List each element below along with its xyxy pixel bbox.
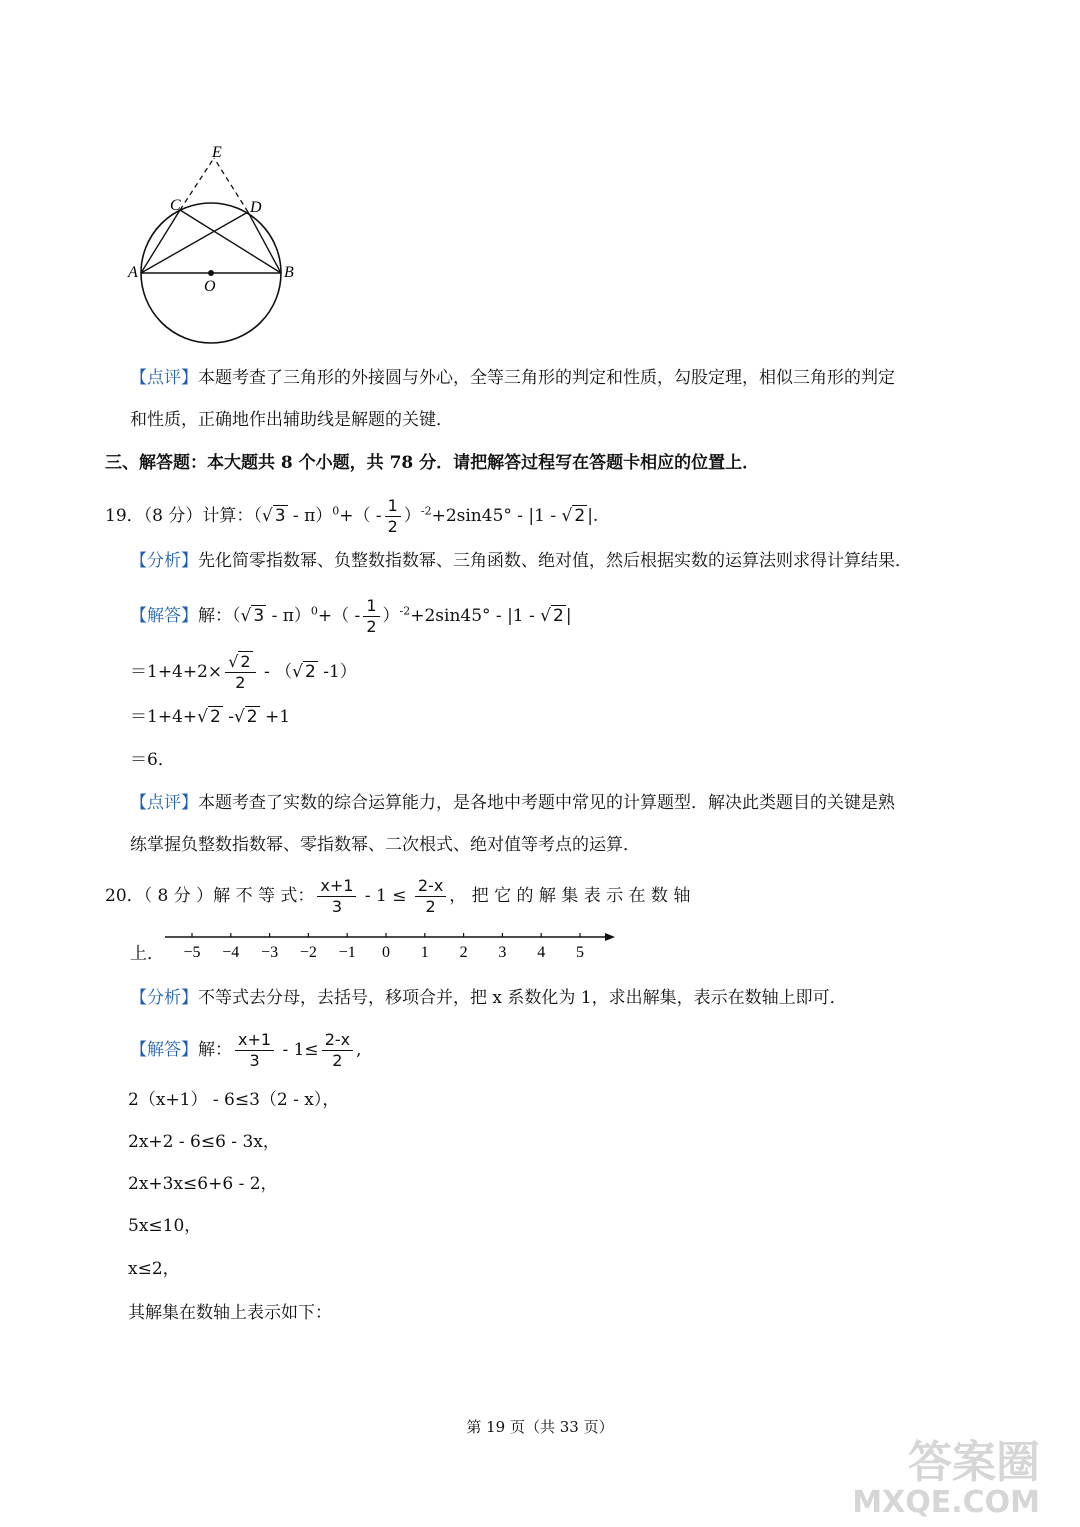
q20-statement: 20．（ 8 分 ）解 不 等 式： $\frac{x+1}{3}$ - 1 ≤ $\frac{2-x}{2}$ ， 把 它 的 解 集 表 示 在 数 轴: [105, 876, 691, 916]
label-o: O: [204, 278, 216, 295]
number-line: [160, 925, 620, 965]
review-tag: 【点评】: [130, 368, 198, 388]
q20-step-4: 5x≤10，: [128, 1216, 202, 1236]
axis-tick-label: −4: [222, 944, 240, 961]
axis-tick-label: 3: [498, 944, 507, 961]
fraction-half: $\frac{1}{2}$: [385, 496, 401, 537]
axis-tick-label: 1: [420, 944, 429, 961]
dashed-ce: [180, 158, 214, 210]
q19-step2: ＝1+4+√ 2 -√ 2 +1: [130, 707, 291, 727]
solution-tag: 【解答】: [130, 1040, 198, 1060]
review-tag: 【点评】: [130, 793, 198, 813]
fraction-sqrt2-over-2: $\frac{√ 2}{2}$: [225, 652, 255, 693]
arrow-head-icon: [605, 933, 615, 941]
q20-step-2: 2x+2 - 6≤6 - 3x，: [128, 1132, 280, 1152]
label-a: A: [128, 264, 138, 281]
sqrt-2: √ 2: [561, 506, 586, 526]
center-dot: [208, 270, 214, 276]
axis-tick-label: 4: [537, 944, 546, 961]
axis-tick-label: −2: [299, 944, 317, 961]
sqrt-3: √ 3: [261, 506, 286, 526]
q19-number: 19．（8 分）计算：（: [105, 506, 262, 526]
analysis-tag: 【分析】: [130, 551, 198, 571]
review1-line2: 和性质，正确地作出辅助线是解题的关键．: [130, 410, 453, 430]
fraction-x-plus-1-over-3: $\frac{x+1}{3}$: [317, 876, 356, 917]
section-heading: 三、解答题：本大题共 8 个小题，共 78 分．请把解答过程写在答题卡相应的位置上．: [105, 453, 760, 473]
q20-solution: 【解答】解： $\frac{x+1}{3}$ - 1≤ $\frac{2-x}{2}$ ,: [130, 1030, 362, 1070]
segment-bd: [248, 212, 281, 273]
q19-step1: ＝1+4+2× $\frac{√ 2}{2}$ - （√ 2 -1）: [130, 652, 357, 692]
q19-analysis: 【分析】先化简零指数幂、负整数指数幂、三角函数、绝对值，然后根据实数的运算法则求得计算结果．: [130, 551, 912, 571]
q19-review-line2: 练掌握负整数指数幂、零指数幂、二次根式、绝对值等考点的运算．: [130, 835, 640, 855]
q20-step-5: x≤2，: [128, 1259, 180, 1279]
axis-tick-label: 5: [576, 944, 584, 961]
axis-tick-label: 2: [459, 944, 468, 961]
axis-tick-label: 0: [382, 944, 390, 961]
segment-ac: [141, 210, 180, 273]
label-e: E: [212, 144, 222, 161]
q19-review-line1: 【点评】本题考查了实数的综合运算能力，是各地中考题中常见的计算题型．解决此类题目的关键是熟: [130, 793, 895, 813]
page-footer: 第 19 页（共 33 页）: [466, 1418, 614, 1436]
label-c: C: [170, 197, 181, 214]
watermark-logo: 答案圈 MXQE.COM: [852, 1437, 1040, 1520]
q19-solution: 【解答】解：（√ 3 - π）$^0$+（ - $\frac{1}{2}$ ）$^{-2}$+2sin45° - |1 - √ 2 |: [130, 596, 572, 636]
label-b: B: [284, 264, 294, 281]
q20-analysis: 【分析】不等式去分母，去括号，移项合并，把 x 系数化为 1，求出解集，表示在数轴上即可．: [130, 988, 847, 1008]
label-d: D: [250, 199, 262, 216]
fraction-2-minus-x-over-2: $\frac{2-x}{2}$: [415, 876, 446, 917]
q20-closing: 其解集在数轴上表示如下：: [128, 1303, 332, 1323]
review1-text: 本题考查了三角形的外接圆与外心，全等三角形的判定和性质，勾股定理，相似三角形的判定: [198, 368, 895, 388]
axis-tick-label: −5: [183, 944, 201, 961]
q20-step-3: 2x+3x≤6+6 - 2，: [128, 1174, 278, 1194]
axis-tick-label: −1: [338, 944, 356, 961]
q19-step3: ＝6．: [130, 750, 175, 770]
axis-tick-label: −3: [261, 944, 279, 961]
q19-statement: 19．（8 分）计算：（√ 3 - π）$^0$+（ - $\frac{1}{2}$ ）$^{-2}$+2sin45° - |1 - √ 2 |.: [105, 496, 599, 536]
solution-tag: 【解答】: [130, 606, 198, 626]
review1-line1: [130, 366, 895, 390]
q20-on: 上．: [130, 944, 164, 964]
analysis-tag: 【分析】: [130, 988, 198, 1008]
circle-geometry-figure: [120, 135, 320, 350]
q20-number: 20．（ 8 分 ）解 不 等 式：: [105, 886, 315, 906]
q20-step-1: 2（x+1） - 6≤3（2 - x），: [128, 1090, 340, 1110]
